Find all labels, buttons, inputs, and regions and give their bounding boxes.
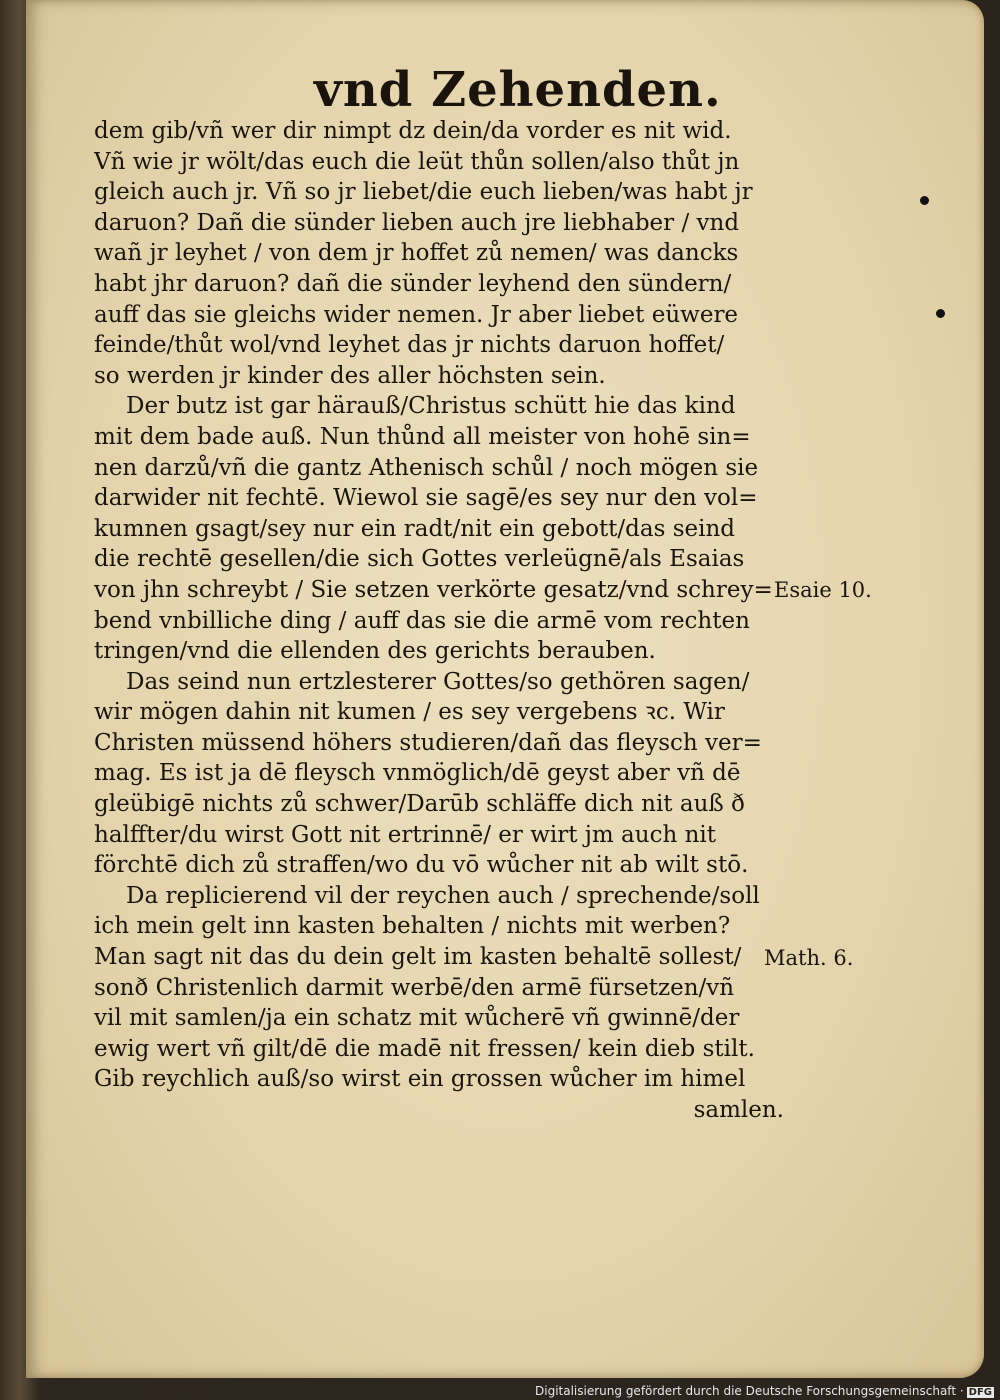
text-line: wir mögen dahin nit kumen / es sey vergebens ꝛc. Wir [94,699,725,726]
text-line: gleübigē nichts zů schwer/Darūb schläffe dich nit auß ð [94,791,745,818]
text-line: tringen/vnd die ellenden des gerichts berauben. [94,638,656,665]
text-line: Man sagt nit das du dein gelt im kasten behaltē sollest/ [94,944,742,971]
margin-dot-mark [936,309,945,318]
text-line: vil mit samlen/ja ein schatz mit wůcherē vñ gwinnē/der [94,1005,740,1032]
text-line: habt jhr daruon? dañ die sünder leyhend den sündern/ [94,270,732,297]
text-line: darwider nit fechtē. Wiewol sie sagē/es sey nur den vol= [94,485,758,512]
text-line: Da replicierend vil der reychen auch / sprechende/soll [126,882,760,909]
text-line: die rechtē gesellen/die sich Gottes verleügnē/als Esaias [94,546,745,573]
margin-note-esaie: Esaie 10. [774,578,872,602]
text-line: feinde/thůt wol/vnd leyhet das jr nichts daruon hoffet/ [94,332,725,359]
digitization-credit [535,1384,994,1398]
text-line: mag. Es ist ja dē fleysch vnmöglich/dē geyst aber vñ dē [94,760,741,787]
text-line: förchtē dich zů straffen/wo du vō wůcher nit ab wilt stō. [94,852,749,879]
text-line: dem gib/vñ wer dir nimpt dz dein/da vorder es nit wid. [94,118,732,144]
text-line: kumnen gsagt/sey nur ein radt/nit ein gebott/das seind [94,515,736,542]
text-line: ich mein gelt inn kasten behalten / nichts mit werben? [94,913,731,940]
text-line: wañ jr leyhet / von dem jr hoffet zů nemen/ was dancks [94,240,739,267]
text-line: daruon? Dañ die sünder lieben auch jre liebhaber / vnd [94,209,740,236]
dfg-logo: DFG [968,1387,992,1398]
margin-dot-mark [920,196,929,205]
text-line: Gib reychlich auß/so wirst ein grossen wůcher im himel [94,1066,746,1093]
margin-note-math: Math. 6. [764,946,854,970]
text-line: halffter/du wirst Gott nit ertrinnē/ er wirt jm auch nit [94,821,716,848]
text-line: auff das sie gleichs wider nemen. Jr aber liebet eüwere [94,301,739,328]
body-text-block [94,116,794,1126]
text-line: Der butz ist gar härauß/Christus schütt hie das kind [126,393,736,420]
text-line: Christen müssend höhers studieren/dañ das fleysch ver= [94,729,762,756]
text-line: sonð Christenlich darmit werbē/den armē fürsetzen/vñ [94,974,735,1001]
text-line: ewig wert vñ gilt/dē die madē nit fressen/ kein dieb stilt. [94,1035,755,1062]
text-line: Vñ wie jr wölt/das euch die leüt thůn sollen/also thůt jn [94,148,740,175]
text-line: bend vnbilliche ding / auff das sie die armē vom rechten [94,607,750,634]
text-line: von jhn schreybt / Sie setzen verkörte gesatz/vnd schrey= [94,576,773,603]
text-line: mit dem bade auß. Nun thůnd all meister von hohē sin= [94,423,751,450]
text-line: samlen. [693,1097,784,1123]
book-page [26,0,984,1378]
credit-text: Digitalisierung gefördert durch die Deutsche Forschungsgemeinschaft · [535,1384,964,1398]
text-line: so werden jr kinder des aller höchsten sein. [94,362,606,389]
text-line: gleich auch jr. Vñ so jr liebet/die euch lieben/was habt jr [94,179,753,206]
running-title: vnd Zehenden. [314,62,722,118]
text-line: Das seind nun ertzlesterer Gottes/so gethören sagen/ [126,668,750,695]
text-line: nen darzů/vñ die gantz Athenisch schůl / noch mögen sie [94,454,759,481]
